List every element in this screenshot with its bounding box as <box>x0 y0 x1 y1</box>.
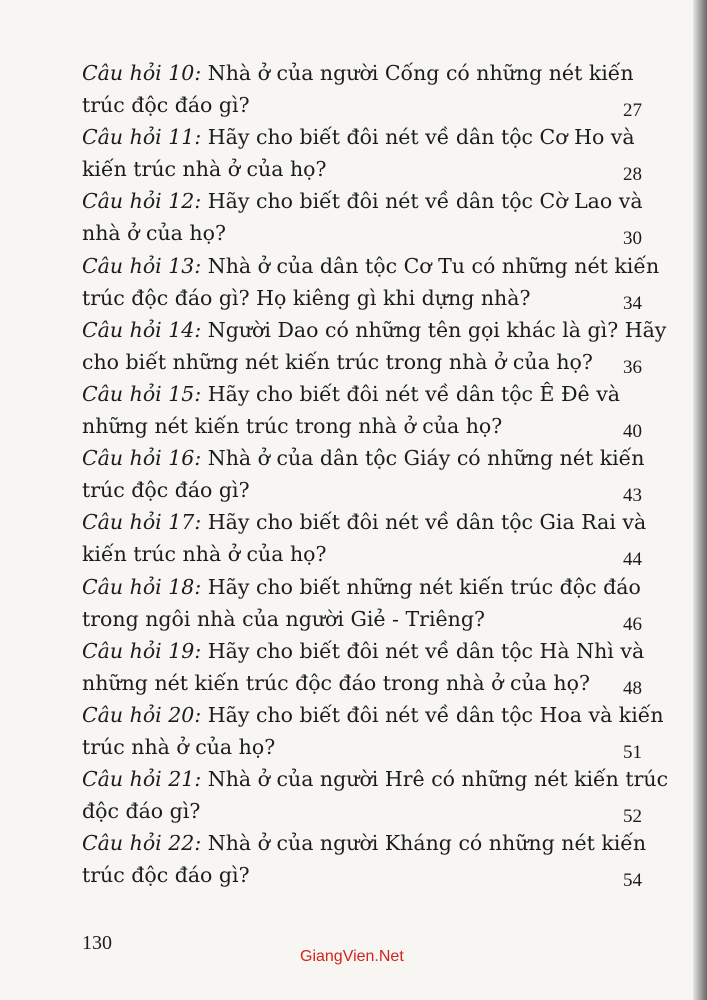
question-label: Câu hỏi 15: <box>82 381 202 406</box>
question-label: Câu hỏi 13: <box>82 253 202 278</box>
table-of-contents <box>82 60 669 894</box>
question-text: Hãy cho biết đôi nét về dân tộc Cơ Ho và <box>201 125 635 150</box>
page-number: 52 <box>623 806 642 828</box>
question-label: Câu hỏi 16: <box>82 446 202 471</box>
entry-second-line: độc đáo gì? <box>82 799 201 824</box>
question-label: Câu hỏi 17: <box>82 510 202 535</box>
toc-entry <box>82 317 667 381</box>
entry-second-line: trúc độc đáo gì? <box>82 863 250 888</box>
toc-entry <box>82 830 662 894</box>
question-text: Hãy cho biết những nét kiến trúc độc đáo <box>201 574 641 599</box>
entry-first-line <box>82 60 634 86</box>
entry-second-line: kiến trúc nhà ở của họ? <box>82 157 327 182</box>
page-number: 34 <box>623 292 642 314</box>
question-text: Nhà ở của người Kháng có những nét kiến <box>201 831 647 856</box>
entry-first-line <box>82 445 645 471</box>
toc-entry <box>82 60 662 124</box>
entry-first-line <box>82 766 668 792</box>
entry-second-line: nhà ở của họ? <box>82 221 226 246</box>
entry-second-line: cho biết những nét kiến trúc trong nhà ở của họ? <box>82 349 593 374</box>
folio-page-number: 130 <box>82 932 112 954</box>
question-label: Câu hỏi 19: <box>82 638 202 663</box>
entry-second-line: trúc nhà ở của họ? <box>82 734 276 759</box>
question-text: Nhà ở của người Cống có những nét kiến <box>201 61 634 85</box>
question-label: Câu hỏi 22: <box>82 831 202 856</box>
entry-second-line: trúc độc đáo gì? <box>82 478 250 503</box>
question-text: Hãy cho biết đôi nét về dân tộc Gia Rai và <box>201 510 647 535</box>
page-number: 48 <box>623 677 642 699</box>
entry-first-line <box>82 188 643 214</box>
question-label: Câu hỏi 14: <box>82 317 202 342</box>
question-text: Nhà ở của người Hrê có những nét kiến trúc <box>201 767 669 792</box>
toc-entry <box>82 381 662 445</box>
toc-entry <box>82 253 662 317</box>
entry-first-line <box>82 317 666 343</box>
entry-first-line <box>82 509 646 535</box>
entry-second-line: kiến trúc nhà ở của họ? <box>82 542 327 567</box>
page-number: 51 <box>623 741 642 763</box>
question-text: Hãy cho biết đôi nét về dân tộc Cờ Lao và <box>201 189 643 214</box>
entry-second-line: những nét kiến trúc độc đáo trong nhà ở của họ? <box>82 670 590 695</box>
page-number: 30 <box>623 228 642 250</box>
page-number: 43 <box>623 485 642 507</box>
toc-entry <box>82 188 662 252</box>
page-number: 36 <box>623 356 642 378</box>
page-number: 54 <box>623 870 642 892</box>
page-number: 28 <box>623 164 642 186</box>
question-label: Câu hỏi 20: <box>82 702 202 727</box>
entry-second-line: những nét kiến trúc trong nhà ở của họ? <box>82 413 503 438</box>
question-label: Câu hỏi 11: <box>82 125 202 150</box>
question-text: Hãy cho biết đôi nét về dân tộc Hà Nhì và <box>201 638 645 663</box>
page-edge-shadow <box>693 0 707 1000</box>
page-number: 46 <box>623 613 642 635</box>
toc-entry <box>82 124 662 188</box>
question-text: Hãy cho biết đôi nét về dân tộc Ê Đê và <box>201 381 621 406</box>
toc-entry <box>82 638 662 702</box>
toc-entry <box>82 574 662 638</box>
entry-first-line <box>82 702 664 728</box>
question-text: Nhà ở của dân tộc Cơ Tu có những nét kiến <box>201 253 660 278</box>
toc-entry <box>82 445 662 509</box>
question-label: Câu hỏi 18: <box>82 574 202 599</box>
watermark: GiangVien.Net <box>300 948 404 965</box>
toc-entry <box>82 702 662 766</box>
question-label: Câu hỏi 12: <box>82 189 202 214</box>
question-text: Nhà ở của dân tộc Giáy có những nét kiến <box>201 446 645 471</box>
question-text: Hãy cho biết đôi nét về dân tộc Hoa và kiến <box>201 702 664 727</box>
toc-entry <box>82 766 669 830</box>
entry-first-line <box>82 381 620 407</box>
entry-first-line <box>82 574 641 600</box>
question-text: Người Dao có những tên gọi khác là gì? Hãy <box>201 317 667 342</box>
question-label: Câu hỏi 21: <box>82 767 202 792</box>
question-label: Câu hỏi 10: <box>82 61 202 85</box>
entry-first-line <box>82 253 659 279</box>
entry-first-line <box>82 638 644 664</box>
entry-first-line <box>82 124 635 150</box>
entry-second-line: trúc độc đáo gì? <box>82 93 250 117</box>
page-number: 27 <box>623 100 642 121</box>
entry-second-line: trong ngôi nhà của người Giẻ - Triêng? <box>82 606 485 631</box>
page-number: 44 <box>623 549 642 571</box>
toc-entry <box>82 509 662 573</box>
entry-first-line <box>82 830 646 856</box>
page-number: 40 <box>623 420 642 442</box>
entry-second-line: trúc độc đáo gì? Họ kiêng gì khi dựng nhà? <box>82 285 531 310</box>
